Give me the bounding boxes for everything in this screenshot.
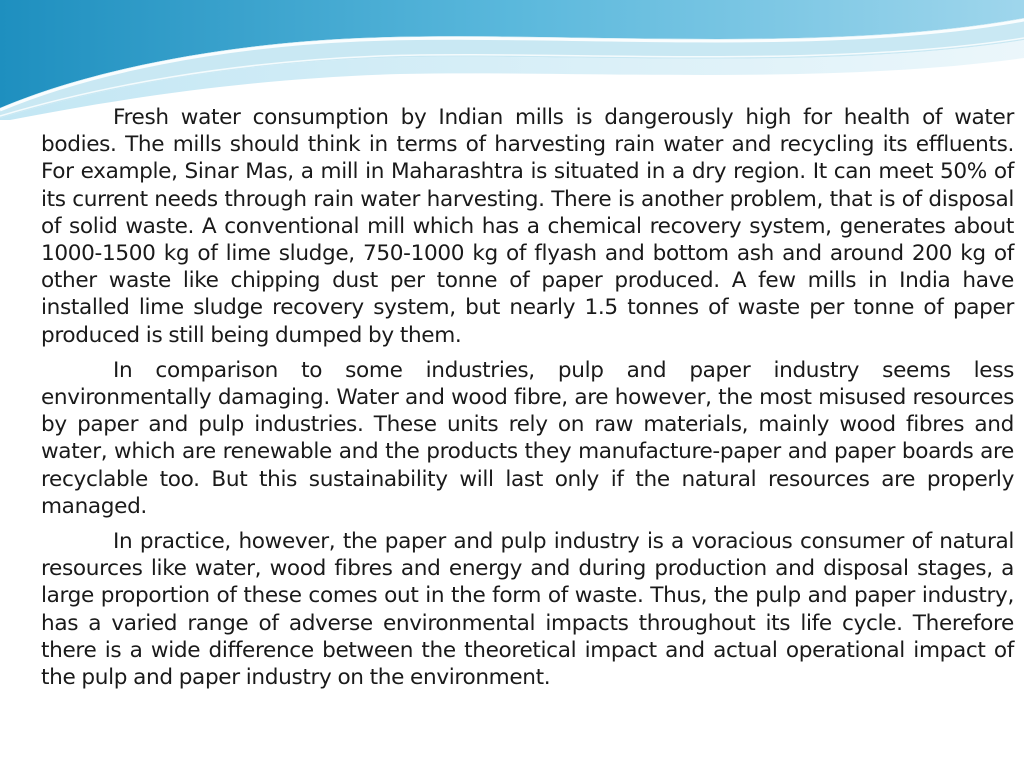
wave-header-decoration xyxy=(0,0,1024,120)
body-text xyxy=(41,104,1014,699)
paragraph-3: In practice, however, the paper and pulp industry is a voracious consumer of natural resources like water, wood fibres and energy and during production and disposal stages, a large proportion of these comes out in the form of waste. Thus, the pulp and paper industry, has a varied range of adverse environmental impacts throughout its life cycle. Therefore there is a wide difference between the theoretical impact and actual operational impact of the pulp and paper industry on the environment. xyxy=(41,529,1014,691)
paragraph-1: Fresh water consumption by Indian mills is dangerously high for health of water bodies. The mills should think in terms of harvesting rain water and recycling its effluents. For example, Sinar Mas, a mill in Maharashtra is situated in a dry region. It can meet 50% of its current needs through rain water harvesting. There is another problem, that is of disposal of solid waste. A conventional mill which has a chemical recovery system, generates about 1000-1500 kg of lime sludge, 750-1000 kg of flyash and bottom ash and around 200 kg of other waste like chipping dust per tonne of paper produced. A few mills in India have installed lime sludge recovery system, but nearly 1.5 tonnes of waste per tonne of paper produced is still being dumped by them. xyxy=(41,105,1014,348)
paragraph-2: In comparison to some industries, pulp and paper industry seems less environmentally damaging. Water and wood fibre, are however, the most misused resources by paper and pulp industries. These units rely on raw materials, mainly wood fibres and water, which are renewable and the products they manufacture-paper and paper boards are recyclable too. But this sustainability will last only if the natural resources are properly managed. xyxy=(41,357,1014,519)
